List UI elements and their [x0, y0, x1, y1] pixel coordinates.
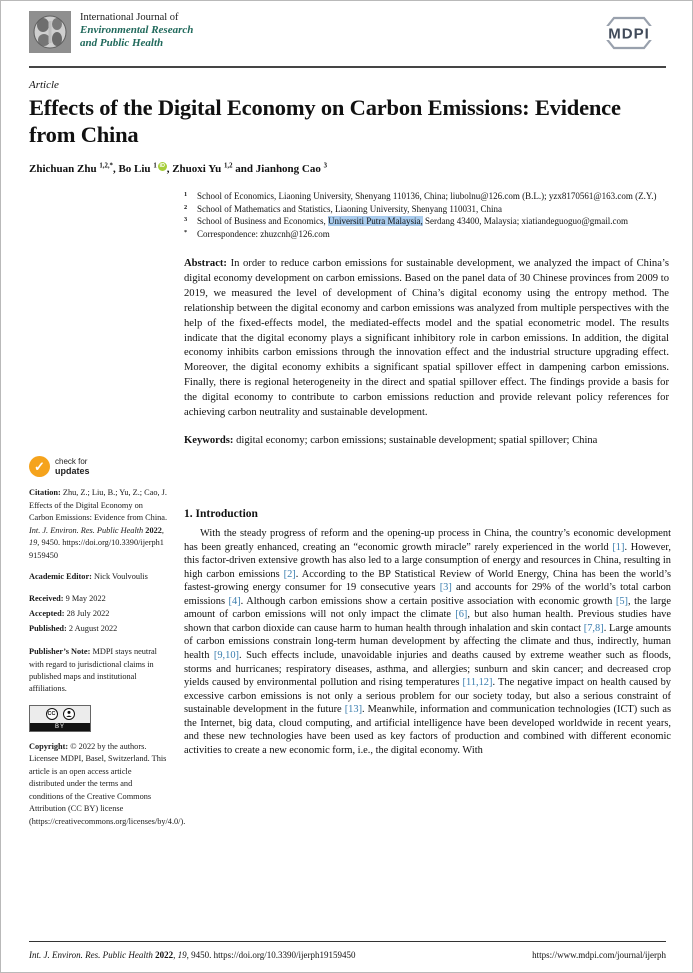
check-icon: ✓: [29, 456, 50, 477]
paragraph-text: . However, this factor-driven extensive growth has also led to a large consumption of energy and resources in China, resulting in high carbon emissions: [184, 541, 671, 580]
page-footer: [29, 939, 666, 961]
author-superscript: 1,2: [224, 162, 233, 170]
author-separator: ,: [112, 163, 119, 176]
paragraph-text: . The negative impact on health caused by excessive carbon emissions is not only a serious problem for our society today, but also a serious constraint of sustainable development in the future: [184, 677, 671, 716]
affiliation-item: [184, 190, 669, 203]
journal-name-line2: and Public Health: [80, 37, 164, 50]
author: [256, 163, 327, 175]
citation-ref[interactable]: [2]: [283, 568, 296, 580]
abstract-text: In order to reduce carbon emissions for sustainable development, we analyzed the impact of China’s digital economy development on carbon emissions. Based on the panel data of 30 Chinese provinces from 2009 to 2019, we measured the level of development of China’s digital economy using the entropy method. The relationship between the digital economy and carbon emissions was analyzed from multiple perspectives with the help of the fixed-effects model, the mediated-effects model and the spatial econometric model. The results indicate that the digital economy plays a significant inhibitory role in carbon emissions. In addition, the digital economy inhibits carbon emissions through the innovation effect and the industrial structure upgrading effect. Moreover, the digital economy exhibits a significant spatial spillover effect in dampening carbon emissions. Finally, there is regional heterogeneity in the direct and spatial spillover effect. The findings provide a basis for the digital economy to contribute to carbon emissions reduction and provide relevant policy references for achieving carbon neutrality and sustainable development.: [184, 258, 669, 418]
academic-editor-label: Academic Editor:: [29, 571, 94, 581]
date-label: Received:: [29, 594, 66, 604]
affiliation-item: [184, 215, 669, 228]
citation-doi-link[interactable]: https://doi.org/10.3390/ijerph19159450: [29, 538, 164, 560]
citation-ref[interactable]: [5]: [615, 595, 629, 607]
citation-ref[interactable]: [3]: [439, 582, 452, 594]
paragraph-text: and accounts for 29% of the world’s total carbon emissions: [184, 582, 671, 607]
affiliation-text: School of Economics, Liaoning University, Shenyang 110136, China; liubolnu@126.com (B.L.); yzx8170561@163.com (Z.Y.): [197, 191, 657, 202]
date-value: 2 August 2022: [68, 624, 118, 634]
globe-icon: [29, 11, 71, 53]
affiliation-number: *: [184, 228, 188, 236]
author-superscript: 1,2,*: [99, 162, 113, 170]
header-rule: [29, 66, 666, 68]
cc-by-label: BY: [30, 723, 90, 731]
paragraph-text: With the steady progress of reform and the opening-up process in China, the country’s economic development has been greatly enhanced, creating an “economic growth miracle” rarely experienced in the world: [184, 528, 671, 553]
copyright-block: Copyright: © 2022 by the authors. Licensee MDPI, Basel, Switzerland. This article is an open access article distributed under the terms and conditions of the Creative Commons Attribution (CC BY) license (https://creativecommons.org/licenses/by/4.0/).: [29, 741, 186, 826]
affiliation-text: School of Business and Economics, Universiti Putra Malaysia, Serdang 43400, Malaysia; xiatiandeguoguo@gmail.com: [197, 216, 628, 227]
date-row: [29, 622, 168, 637]
citation-ref[interactable]: [11,12]: [462, 677, 493, 689]
footer-doi-link[interactable]: https://doi.org/10.3390/ijerph19159450: [213, 950, 356, 960]
paragraph-text: . Large amounts of carbon emissions constrain long-term human development by affecting the climate and thus, indirectly, human health: [184, 622, 671, 661]
author-superscript: 1: [153, 162, 157, 170]
main-content: [184, 456, 671, 837]
abstract-label: Abstract:: [184, 258, 231, 270]
author: [118, 163, 172, 175]
check-for-updates-badge[interactable]: [29, 456, 125, 477]
section-heading: 1. Introduction: [184, 508, 258, 521]
affiliation-text: Correspondence: zhuzcnh@126.com: [197, 228, 330, 239]
page-header: [1, 1, 692, 57]
affiliation-item: [184, 228, 669, 241]
keywords-text: digital economy; carbon emissions; sustainable development; spatial spillover; China: [236, 434, 598, 446]
affiliation-number: 1: [184, 191, 188, 199]
author: [29, 163, 118, 175]
paragraph-text: . According to the BP Statistical Review of World Energy, China has been the world’s fastest-growing energy consumer for 19 consecutive years: [184, 568, 671, 594]
citation-ref[interactable]: [13]: [344, 704, 363, 716]
affiliation-text: School of Mathematics and Statistics, Liaoning University, Shenyang 110031, China: [197, 203, 503, 214]
footer-citation: Int. J. Environ. Res. Public Health 2022, 19, 9450. https://doi.org/10.3390/ijerph19159450: [29, 950, 356, 960]
author-name: Bo Liu: [118, 163, 154, 176]
publishers-note-label: Publisher’s Note:: [29, 647, 93, 657]
page-title: Effects of the Digital Economy on Carbon Emissions: Evidence from China: [29, 95, 621, 148]
citation-ref[interactable]: [6]: [455, 609, 468, 621]
article-type-label: Article: [29, 79, 59, 91]
cc-icons: [30, 706, 90, 723]
citation-label: Citation:: [29, 488, 63, 498]
copyright-label: Copyright:: [29, 741, 71, 751]
date-value: 9 May 2022: [65, 594, 106, 604]
abstract: [184, 257, 669, 420]
author: [172, 163, 256, 175]
academic-editor: Academic Editor: Nick Voulvoulis: [29, 571, 148, 581]
affiliation-number: 3: [184, 216, 188, 224]
cc-icon: CC: [46, 708, 58, 720]
author-name: Jianhong Cao: [255, 163, 324, 176]
author-superscript: 3: [323, 162, 328, 170]
selection-highlight: Universiti Putra Malaysia,: [328, 216, 423, 227]
author-line: [29, 162, 668, 175]
affiliations-list: [184, 190, 669, 240]
citation-ref[interactable]: [4]: [228, 595, 241, 607]
date-label: Accepted:: [29, 609, 67, 619]
sidebar: [29, 456, 186, 837]
mdpi-logo[interactable]: [592, 14, 666, 57]
svg-text:MDPI: MDPI: [608, 25, 650, 43]
author-separator: and: [232, 163, 256, 176]
citation-ref[interactable]: [1]: [612, 541, 625, 553]
cc-by-license-badge[interactable]: [29, 705, 91, 732]
footer-journal-url[interactable]: https://www.mdpi.com/journal/ijerph: [532, 950, 666, 960]
person-icon: [63, 708, 75, 720]
paragraph-text: . Such effects include, unavoidable injuries and deaths caused by extreme weather such as floods, storms and hurricanes; respiratory diseases, asthma, and allergies; sunburn and skin cancer; and decreased crop yields caused by environmental pollution and rising temperatures: [184, 649, 671, 689]
paragraph-text: , the large amount of carbon emissions will not only impact the climate: [184, 595, 671, 621]
affiliation-item: [184, 203, 669, 216]
journal-logo: [29, 11, 71, 53]
journal-name-prefix: International Journal of: [80, 12, 179, 23]
journal-name-line1: Environmental Research: [80, 24, 194, 37]
paragraph-text: . Meanwhile, information and communication technologies (ICT) such as the Internet, big data, cloud computing, and artificial intelligence have been developed worldwide in recent years, and these new technologies have been used as key factors of production and combined with different economic activities to create a new economic form, i.e., the digital economy. With: [184, 704, 671, 756]
date-row: [29, 607, 168, 622]
publishers-note: Publisher’s Note: MDPI stays neutral with regard to jurisdictional claims in published maps and institutional affiliations.: [29, 647, 157, 694]
check-for-updates-label: check for updates: [55, 457, 90, 477]
orcid-icon[interactable]: iD: [159, 163, 165, 170]
content-row: [1, 456, 692, 837]
citation-block: Citation: Zhu, Z.; Liu, B.; Yu, Z.; Cao, J. Effects of the Digital Economy on Carbon Emissions: Evidence from China. Int. J. Environ. Res. Public Health 2022, 19, 9450. https://doi.org/10.3390/ijerph19159450: [29, 488, 168, 560]
date-label: Published:: [29, 624, 69, 634]
keywords-label: Keywords:: [184, 434, 237, 446]
intro-paragraph: [184, 527, 671, 757]
mdpi-hexagon-icon: [592, 14, 666, 52]
paragraph-text: . Although carbon emissions show a certain positive association with economic growth: [240, 595, 616, 607]
affiliation-number: 2: [184, 203, 188, 211]
date-value: 28 July 2022: [66, 609, 110, 619]
dates-block: [29, 592, 168, 637]
citation-ref[interactable]: [7,8]: [583, 622, 604, 634]
author-name: Zhuoxi Yu: [172, 163, 224, 176]
author-separator: ,: [166, 163, 173, 176]
journal-name: [80, 11, 193, 50]
date-row: [29, 592, 168, 607]
paragraph-text: , but also human health. Previous studies have shown that carbon dioxide can cause harm to human health through inhalation and skin contact: [184, 609, 671, 634]
footer-rule: [29, 941, 666, 943]
author-name: Zhichuan Zhu: [29, 163, 100, 176]
citation-ref[interactable]: [9,10]: [213, 649, 240, 661]
keywords: [184, 434, 669, 449]
